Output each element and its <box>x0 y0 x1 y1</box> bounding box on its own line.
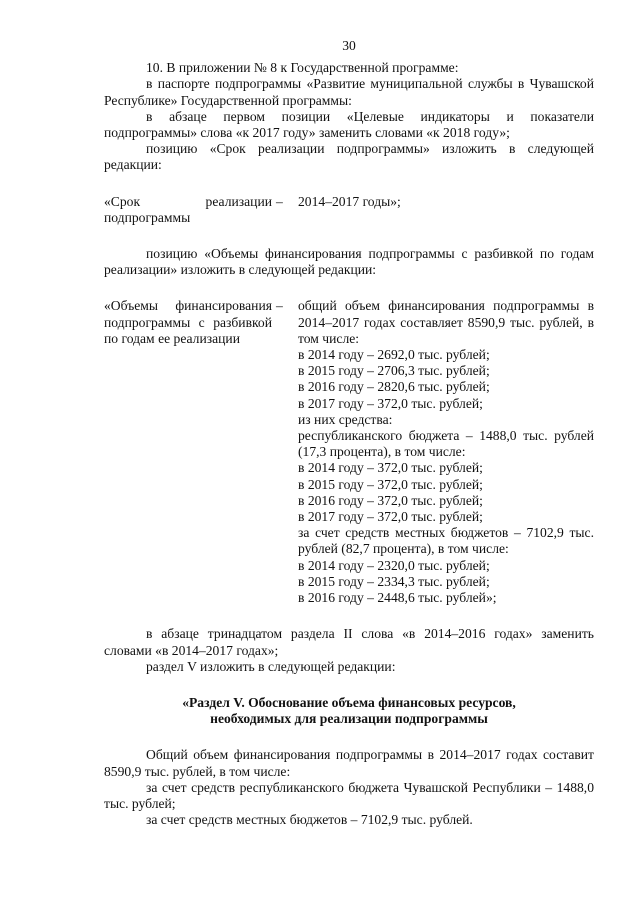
term-dash: – <box>276 193 283 209</box>
funding-line: в 2016 году – 2820,6 тыс. рублей; <box>298 379 490 395</box>
paragraph-term-position: позицию «Срок реализации подпрограммы» изложить в следующей редакции: <box>104 141 594 173</box>
paragraph-republic-funding: за счет средств республиканского бюджета Чувашской Республики – 1488,0 тыс. рублей; <box>104 779 594 811</box>
funding-line: из них средства: <box>298 411 393 427</box>
funding-line: в 2015 году – 2334,3 тыс. рублей; <box>298 573 490 589</box>
section-heading-line-2: необходимых для реализации подпрограммы <box>210 711 488 727</box>
funding-line: в 2016 году – 2448,6 тыс. рублей»; <box>298 590 497 606</box>
funding-value <box>298 298 594 606</box>
term-label: «Срок реализации подпрограммы <box>104 193 272 225</box>
funding-line: в 2016 году – 372,0 тыс. рублей; <box>298 492 483 508</box>
funding-total: общий объем финансирования подпрограммы в 2014–2017 годах составляет 8590,9 тыс. рублей, в том числе: <box>298 298 594 346</box>
funding-local-total: за счет средств местных бюджетов – 7102,9 тыс. рублей (82,7 процента), в том числе: <box>298 525 594 557</box>
paragraph-section-v: раздел V изложить в следующей редакции: <box>146 658 396 674</box>
funding-dash: – <box>276 298 283 314</box>
section-heading <box>104 695 594 727</box>
funding-line: в 2015 году – 372,0 тыс. рублей; <box>298 476 483 492</box>
term-value: 2014–2017 годы»; <box>298 193 401 209</box>
paragraph-funding-position: позицию «Объемы финансирования подпрограммы с разбивкой по годам реализации» изложить в следующей редакции: <box>104 246 594 278</box>
funding-line: в 2014 году – 2692,0 тыс. рублей; <box>298 347 490 363</box>
section-heading-line-1: «Раздел V. Обоснование объема финансовых ресурсов, <box>182 694 516 710</box>
funding-definition-block <box>104 298 594 606</box>
funding-label: «Объемы финансирования подпрограммы с разбивкой по годам ее реализации <box>104 298 272 346</box>
funding-line: в 2017 году – 372,0 тыс. рублей; <box>298 395 483 411</box>
paragraph-local-funding: за счет средств местных бюджетов – 7102,9 тыс. рублей. <box>146 812 473 828</box>
paragraph-passport: в паспорте подпрограммы «Развитие муниципальной службы в Чувашской Республике» Государственной программы: <box>104 76 594 108</box>
paragraph-section-ii: в абзаце тринадцатом раздела II слова «в 2014–2016 годах» заменить словами «в 2014–2017 годах»; <box>104 626 594 658</box>
funding-line: в 2017 году – 372,0 тыс. рублей; <box>298 509 483 525</box>
funding-republic-total: республиканского бюджета – 1488,0 тыс. рублей (17,3 процента), в том числе: <box>298 428 594 460</box>
paragraph-total-funding: Общий объем финансирования подпрограммы в 2014–2017 годах составит 8590,9 тыс. рублей, в том числе: <box>104 747 594 779</box>
paragraph-appendix-8: 10. В приложении № 8 к Государственной программе: <box>146 60 459 76</box>
funding-line: в 2014 году – 372,0 тыс. рублей; <box>298 460 483 476</box>
funding-line: в 2014 году – 2320,0 тыс. рублей; <box>298 557 490 573</box>
paragraph-indicators: в абзаце первом позиции «Целевые индикаторы и показатели подпрограммы» слова «к 2017 году» заменить словами «к 2018 году»; <box>104 108 594 141</box>
funding-line: в 2015 году – 2706,3 тыс. рублей; <box>298 363 490 379</box>
page-number: 30 <box>342 38 356 53</box>
term-definition-block <box>104 194 594 226</box>
